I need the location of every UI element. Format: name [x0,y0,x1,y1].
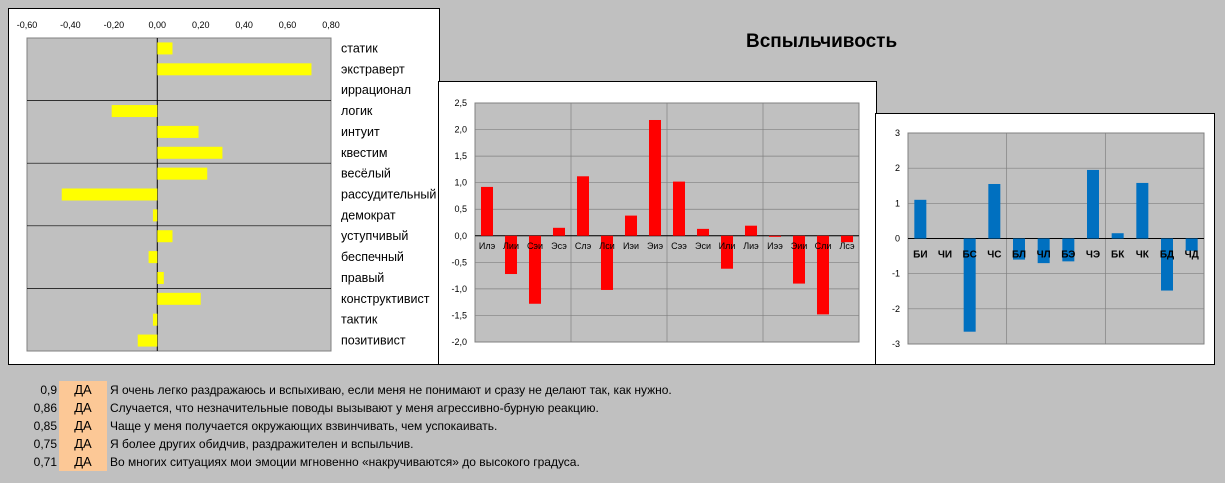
bar [1112,233,1124,238]
y-tick-label: 2 [894,163,900,174]
x-tick-label: 0,60 [278,20,297,30]
functions-bar-chart [876,114,1214,364]
statements-list [0,381,1225,481]
page-title: Вспыльчивость [746,31,898,52]
y-tick-label: -1 [891,268,900,279]
category-label: иррационал [341,83,412,98]
category-label: уступчивый [341,229,409,244]
category-label: Эсэ [551,240,567,251]
y-tick-label: 1,0 [454,177,467,188]
category-label: БК [1111,249,1125,261]
bar [153,209,157,221]
y-tick-label: 1,5 [454,151,467,162]
y-tick-label: -3 [891,339,900,349]
bar [157,63,311,75]
y-tick-label: 0 [894,233,900,244]
statement-answer-badge: ДА [59,399,107,417]
y-tick-label: 2,5 [454,98,467,108]
category-label: весёлый [341,166,391,181]
category-label: демократ [341,208,396,223]
category-label: правый [341,270,385,285]
y-tick-label: 1 [894,198,900,209]
bar [745,226,757,236]
statement-answer-badge: ДА [59,435,107,453]
statement-text: Чаще у меня получается окружающих взвинчивать, чем успокаивать. [110,419,498,433]
bar [625,216,637,236]
statement-answer-badge: ДА [59,453,107,471]
category-label: Лии [503,240,519,251]
category-label: Сээ [671,240,687,251]
category-label: Лси [599,240,615,251]
category-label: беспечный [341,250,404,265]
category-label: интуит [341,124,380,139]
y-tick-label: -2,0 [451,337,467,347]
bar [157,293,200,305]
bar [553,228,565,236]
category-label: Эси [695,240,711,251]
category-label: ЧС [987,249,1002,261]
bar [157,168,207,180]
y-tick-label: -0,5 [451,257,467,268]
category-label: ЧК [1135,249,1149,261]
bar [149,251,158,263]
bar [577,176,589,235]
statement-text: Во многих ситуациях мои эмоции мгновенно «накручиваются» до высокого градуса. [110,455,580,469]
statement-text: Случается, что незначительные поводы вызывают у меня агрессивно-бурную реакцию. [110,401,599,415]
x-tick-label: -0,40 [60,20,81,30]
statement-value: 0,75 [33,437,57,451]
statement-value: 0,85 [33,419,57,433]
category-label: позитивист [341,333,406,348]
bar [988,184,1000,239]
category-label: Сэи [526,240,544,251]
bar [157,272,164,284]
category-label: Или [718,240,736,251]
x-tick-label: -0,20 [103,20,125,30]
category-label: квестим [341,145,388,160]
bar [157,126,198,138]
y-tick-label: -1,5 [451,310,467,321]
bar [153,314,157,326]
statement-answer-badge: ДА [59,417,107,435]
category-label: тактик [341,312,378,327]
types-bar-chart [439,82,876,364]
bar [138,335,158,347]
category-label: логик [341,104,373,119]
y-tick-label: 3 [894,128,900,138]
bar [1136,183,1148,239]
category-label: ЧЭ [1085,249,1101,261]
category-label: БС [962,249,977,261]
category-label: конструктивист [341,291,430,306]
category-label: рассудительный [341,187,437,202]
x-tick-label: 0,40 [235,20,253,30]
x-tick-label: 0,20 [191,20,210,30]
statement-value: 0,86 [33,401,57,415]
bar [112,105,158,117]
bar [769,236,781,237]
y-tick-label: 0,5 [454,204,467,215]
category-label: ЧД [1184,249,1199,261]
x-tick-label: 0,80 [322,20,340,30]
bar [1087,170,1099,239]
bar [697,229,709,236]
category-label: Иээ [767,240,783,251]
category-label: статик [341,41,378,56]
y-tick-label: 2,0 [454,124,467,135]
bar [1161,239,1173,291]
traits-chart-panel [8,8,440,365]
statement-text: Я более других обидчив, раздражителен и вспыльчив. [110,437,414,451]
category-label: Иэи [622,240,640,251]
bar [673,182,685,236]
category-label: Лсэ [839,240,855,251]
category-label: Лиэ [743,240,759,251]
category-label: БЛ [1012,249,1026,261]
y-tick-label: -2 [891,303,900,314]
bar [481,187,493,236]
bar [157,230,172,242]
category-label: БЭ [1061,249,1076,261]
category-label: Эии [790,240,808,251]
bar [157,42,172,54]
statement-text: Я очень легко раздражаюсь и вспыхиваю, если меня не понимают и сразу не делают так, как нужно. [110,383,672,397]
statement-value: 0,9 [40,383,57,397]
bar [62,189,158,201]
category-label: БД [1159,249,1175,261]
bar [649,120,661,236]
y-tick-label: -1,0 [451,283,467,294]
functions-chart-panel [875,113,1215,365]
category-label: Эиэ [646,240,664,251]
category-label: Сли [814,240,832,251]
x-tick-label: 0,00 [148,20,167,30]
category-label: экстраверт [341,62,405,77]
category-label: ЧЛ [1036,249,1051,261]
category-label: Илэ [478,240,496,251]
category-label: Слэ [574,240,592,251]
category-label: ЧИ [937,249,953,261]
bar [157,147,222,159]
category-label: БИ [913,249,928,261]
bar [914,200,926,239]
types-chart-panel [438,81,877,365]
traits-bar-chart [9,9,439,364]
statement-value: 0,71 [33,455,57,469]
statement-answer-badge: ДА [59,381,107,399]
y-tick-label: 0,0 [454,230,467,241]
x-tick-label: -0,60 [16,20,38,30]
